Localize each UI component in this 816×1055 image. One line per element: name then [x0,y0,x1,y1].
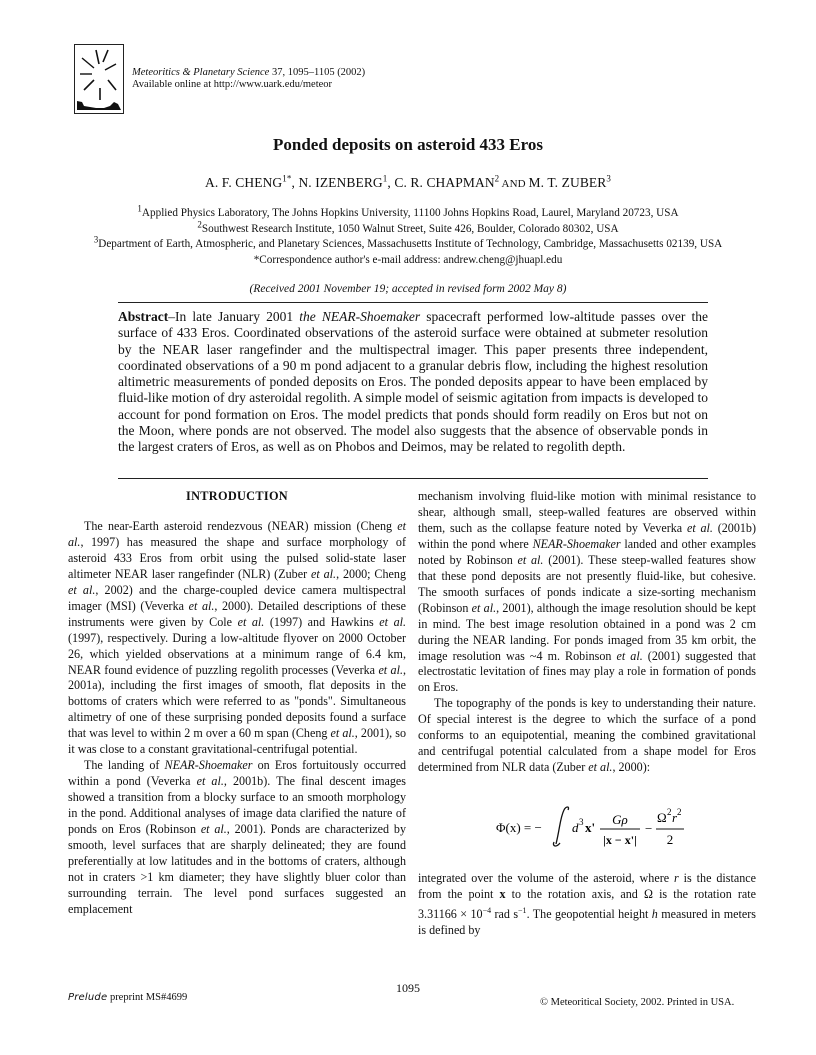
text-run: integrated over the volume of the asteroid, where [418,871,675,886]
affiliation-text: Department of Earth, Atmospheric, and Planetary Sciences, Massachusetts Institute of Technology, Cambridge, Massachusetts 02139, USA [98,238,723,250]
text-run-italic: et al. [378,662,403,677]
affiliation-text: Applied Physics Laboratory, The Johns Hopkins University, 11100 Johns Hopkins Road, Laurel, Maryland 20723, USA [141,207,679,219]
correspondence [0,253,816,269]
affiliation [0,203,816,222]
text-run: , 2000): [612,760,651,775]
affiliation [0,218,816,238]
text-run: (2001b) within the pond where [418,520,757,551]
text-run: (1997), respectively. During a low-altitude flyover on 2000 October 26, which yielded observations at a minimum range of 6.4 km, NEAR found evidence of puzzling regolith processes (Veverka [68,630,406,677]
eq-r: r [672,810,678,826]
correspondence-text: *Correspondence author's e-mail address: andrew.cheng@jhuapl.edu [253,253,563,266]
paper-title: Ponded deposits on asteroid 433 Eros [273,135,543,154]
text-run: to the rotation axis, and Ω is the rotation rate 3.31166 × 10 [418,887,756,922]
text-run-italic: et al. [200,822,227,837]
text-run-italic: r [674,871,679,886]
text-run-italic: h [651,907,658,922]
author-name: M. T. ZUBER [528,175,607,190]
text-run: The near-Earth asteroid rendezvous (NEAR) mission (Cheng [84,518,398,533]
eq-denominator-1: |x − x'| [603,833,637,848]
body-paragraph [418,871,756,939]
text-run: , 2001), although the image resolution should be kept in mind. The best image resolution obtained in a pond was 2 cm during the NEAR landing. For ponds imaged from 35 km orbit, the image resolution was ~4 m. Robinson [418,600,757,663]
author-separator: , [291,175,299,190]
meteor-logo-icon [74,44,124,114]
author-mark: 1* [282,173,292,184]
author-mark: 2 [494,173,500,184]
right-column [418,489,756,939]
section-heading-introduction: INTRODUCTION [186,489,288,503]
author-list [0,175,816,191]
text-run: landed and other examples noted by Robinson [418,536,756,567]
body-paragraph [68,758,406,918]
text-run: , 2001a), including the first images of smooth, flat deposits in the bottoms of craters which were referred to as "ponds". Simultaneous altimetry of one of these surprising ponded deposits found a surface that was level to within 2 m over a 60 m span (Cheng [68,662,407,741]
text-run-bold: x [499,887,506,902]
eq-r-exponent: 2 [677,807,682,818]
text-run-italic: et al. [196,774,224,789]
body-paragraph [418,489,756,696]
preprint-id: preprint MS#4699 [107,992,188,1003]
affiliations [0,203,816,268]
text-run: mechanism involving fluid-like motion with minimal resistance to shear, although small, steep-walled features are observed within them, such as the collapse feature noted by Veverka [418,489,756,535]
abstract-text-italic: the NEAR-Shoemaker [299,309,421,324]
eq-xprime: x' [585,820,596,836]
text-run-superscript: −4 [482,906,492,916]
text-run: measured in meters is defined by [418,907,756,938]
prelude-mark: Prelude [68,992,108,1003]
text-run: , 2001), so it was close to a constant gravitational-centrifugal potential. [68,726,406,757]
eq-lhs: Φ(x) = − [496,820,542,836]
affiliation-mark: 1 [137,203,142,214]
text-run-italic: NEAR-Shoemaker [532,536,621,551]
text-run: is the distance from the point [418,871,756,902]
affiliation-text: Southwest Research Institute, 1050 Walnut Street, Suite 426, Boulder, Colorado 80302, USA [201,222,619,235]
affiliation-mark: 3 [93,234,99,245]
body-paragraph [418,696,756,776]
journal-info: 37, 1095–1105 (2002) [269,67,366,78]
abstract [118,309,708,456]
text-run: (2001) suggested that electrostatic levitation of fines may play a role in formation of ponds on Eros. [418,648,756,695]
journal-name: Meteoritics & Planetary Science [132,67,270,78]
text-run-italic: et al. [588,760,613,775]
author-mark: 1 [382,173,388,184]
journal-logo [74,44,124,114]
abstract-text: spacecraft performed low-altitude passes over the surface of 433 Eros. Coordinated observations of the asteroid surface were obtained at submeter resolution by the NEAR laser rangefinder and the multispectral imager. This paper presents three independent, coordinated observations of a 90 m pond adjacent to a granular debris flow, including the highest resolution altimetric measurements of ponded deposits on Eros. The ponded deposits appear to have been emplaced by fluid-like motion of dry asteroidal regolith. A simple model of seismic agitation from impacts is developed to account for pond formation on Eros. The model predicts that ponds should form readily on Eros but not on the Moon, where ponds are not observed. The model also suggests that the absence of observable ponds in the largest craters of Eros, as well as on Phobos and Deimos, may be related to regolith depth. [118,309,708,455]
affiliation [0,234,816,253]
text-run: , 2001b). The final descent images showed a transition from a blocky surface to an smooth morphology in the pond. Additional analyses of image data clarified the nature of ponds on Eros (Robinson [68,774,407,837]
text-run: . The geopotential height [526,907,652,922]
text-run-italic: et al. [188,598,215,613]
text-run: (1997) and Hawkins [264,614,380,629]
text-run: , 2002) and the charge-coupled device camera multispectral imager (MSI) (Veverka [68,582,406,613]
journal-availability: Available online at http://www.uark.edu/meteor [132,79,333,90]
text-run-italic: et al. [68,518,406,549]
author-name: A. F. CHENG [205,175,283,190]
text-run-italic: et al. [471,600,497,615]
text-run: rad s [491,907,519,922]
eq-d: d [572,820,579,836]
text-run-italic: et al. [237,614,265,629]
potential-equation [418,798,756,856]
eq-minus: − [645,821,653,837]
author-name: C. R. CHAPMAN [394,175,495,190]
text-run-italic: et al. [379,614,407,629]
text-run-italic: et al. [517,552,544,567]
text-run-italic: NEAR-Shoemaker [164,758,253,773]
text-run-italic: et al. [686,520,713,535]
eq-d-exponent: 3 [579,817,584,828]
affiliation-mark: 2 [197,218,202,229]
eq-omega-exponent: 2 [667,807,672,818]
text-run-italic: et al. [616,648,643,663]
text-run-italic: et al. [330,726,355,741]
text-run: The topography of the ponds is key to understanding their nature. Of special interest is the degree to which the surface of a pond conforms to an equipotential, meaning the combined gravitational and centrifugal potential calculated from a shape model for Eros determined from NLR data (Zuber [418,696,756,775]
copyright-notice: © Meteoritical Society, 2002. Printed in USA. [540,997,735,1008]
text-run: The landing of [84,758,165,773]
journal-header [132,67,365,91]
text-run: (2001). These steep-walled features show that these pond deposits are not presently fluid-like, but cohesive. The smooth surfaces of ponds indicate a size-sorting mechanism (Robinson [418,552,756,615]
author-name: N. IZENBERG [298,175,383,190]
text-run-italic: et al. [311,566,337,581]
text-run: on Eros fortuitously occurred within a pond (Veverka [68,758,406,789]
page-number: 1095 [396,981,420,995]
text-run: , 2000; Cheng [336,566,407,581]
left-column [68,489,406,918]
body-paragraph [68,519,406,758]
eq-denominator-2: 2 [666,832,674,848]
author-mark: 3 [606,173,611,184]
eq-omega: Ω [657,810,667,826]
text-run: , 1997) has measured the shape and surface morphology of asteroid 433 Eros from orbit using the pulsed solid-state laser altimeter NEAR laser rangefinder (NLR) (Zuber [68,534,406,581]
text-run-italic: et al. [68,582,96,597]
abstract-label: Abstract [118,309,169,324]
abstract-text: –In late January 2001 [168,309,300,324]
author-separator: , [387,175,395,190]
equation-render [496,798,686,856]
integral-sign [553,807,568,846]
author-separator: AND [499,178,529,190]
eq-numerator-1: Gρ [612,812,628,828]
text-run-superscript: −1 [518,906,527,916]
preprint-label [68,992,187,1003]
abstract-bottom-rule [118,478,708,479]
abstract-top-rule [118,302,708,303]
text-run: , 2001). Ponds are characterized by smooth, level surfaces that are sharply delineated; they are found preferentially at low latitudes and in the bottoms of craters, although not in craters >1 km diameter; they have slightly bluer color than surrounding terrain. The level pond surfaces suggested an emplacement [68,822,406,916]
text-run: , 2000). Detailed descriptions of these instruments were given by Cole [68,598,406,629]
received-dates: (Received 2001 November 19; accepted in revised form 2002 May 8) [249,283,567,295]
